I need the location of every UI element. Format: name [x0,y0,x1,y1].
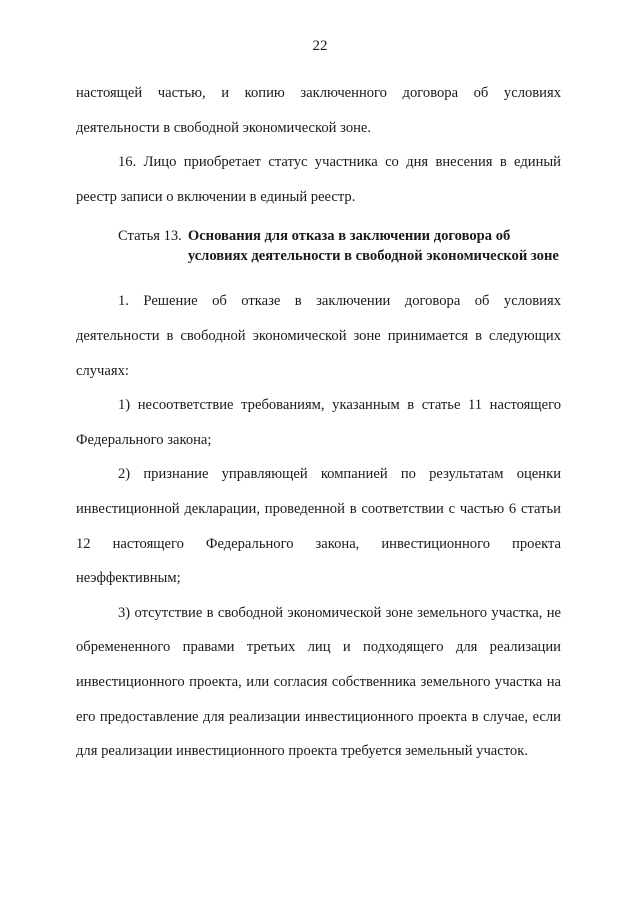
list-item-2: 2) признание управляющей компанией по результатам оценки инвестиционной декларации, проведенной в соответствии с частью 6 статьи 12 настоящего Федерального закона, инвестиционного проекта неэффективным; [76,466,561,587]
article-number: Статья 13. [118,228,182,245]
list-item-1: 1) несоответствие требованиям, указанным в статье 11 настоящего Федерального закона; [76,397,561,448]
paragraph-16: 16. Лицо приобретает статус участника со дня внесения в единый реестр записи о включении в единый реестр. [76,154,561,205]
list-item-3: 3) отсутствие в свободной экономической зоне земельного участка, не обремененного правами третьих лиц и подходящего для реализации инвестиционного проекта, или согласия собственника земельного участка на его предоставление для реализации инвестиционного проекта в случае, если для реализации инвестиционного проекта требуется земельный участок. [76,604,561,760]
article-heading [76,226,561,266]
document-body [76,76,561,769]
page-number: 22 [312,38,328,54]
article-title: Основания для отказа в заключении договора об условиях деятельности в свободной экономической зоне [187,228,559,265]
paragraph-continuation: настоящей частью, и копию заключенного договора об условиях деятельности в свободной экономической зоне. [76,85,561,136]
paragraph-article13-part1: 1. Решение об отказе в заключении договора об условиях деятельности в свободной экономической зоне принимается в следующих случаях: [76,293,561,379]
